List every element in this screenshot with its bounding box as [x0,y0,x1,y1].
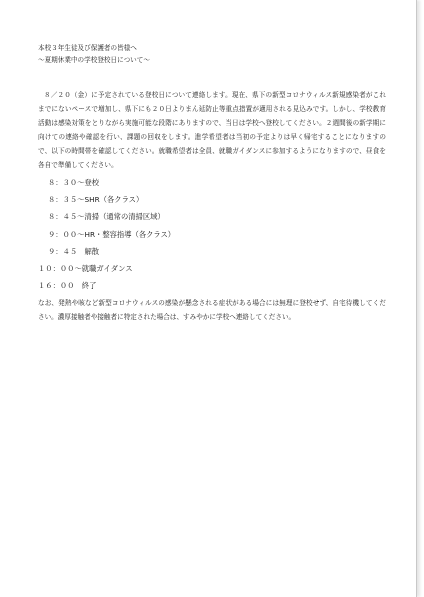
schedule-item: ９：４５ 解散 [48,246,100,256]
closing-note: なお、発熱や咳など新型コロナウィルスの感染が懸念される症状がある場合には無理に登校せず、自宅待機してください。濃厚接触者や接触者に特定された場合は、すみやかに学校へ連絡してください。 [38,299,386,322]
body-paragraph: ８／２０（金）に予定されている登校日について連絡します。現在、県下の新型コロナウィルス新規感染者がこれまでにないペースで増加し、県下にも２０日よりまん延防止等重点措置が適用される見込みです。しかし、学校教育活動は感染対策をとりながら実施可能な段階にありますので、当日は学校へ登校してください。２週間後の新学期に向けての連絡や確認を行い、課題の回収をします。進学希望者は当初の予定よりは早く帰宅することになりますので、以下の時間帯を確認してください。就職希望者は全員、就職ガイダンスに参加するようになりますので、昼食を各自で準備してください。 [38,91,386,169]
subject-line: ～夏期休業中の学校登校日について～ [38,56,150,64]
spacer [38,66,386,88]
document-content [38,42,386,324]
schedule-item: ９：００～HR・整容指導（各クラス） [48,229,176,239]
schedule-item: ８：３０～登校 [48,178,100,187]
schedule-item: １６：００ 終了 [38,281,97,291]
schedule-list [38,174,386,294]
recipient-line: 本校３年生徒及び保護者の皆様へ [38,44,137,52]
schedule-item: ８：３５～SHR（各クラス） [48,195,144,205]
schedule-item: ８：４５～清掃（通常の清掃区域） [48,212,165,222]
schedule-item: １０：００～就職ガイダンス [38,264,133,274]
